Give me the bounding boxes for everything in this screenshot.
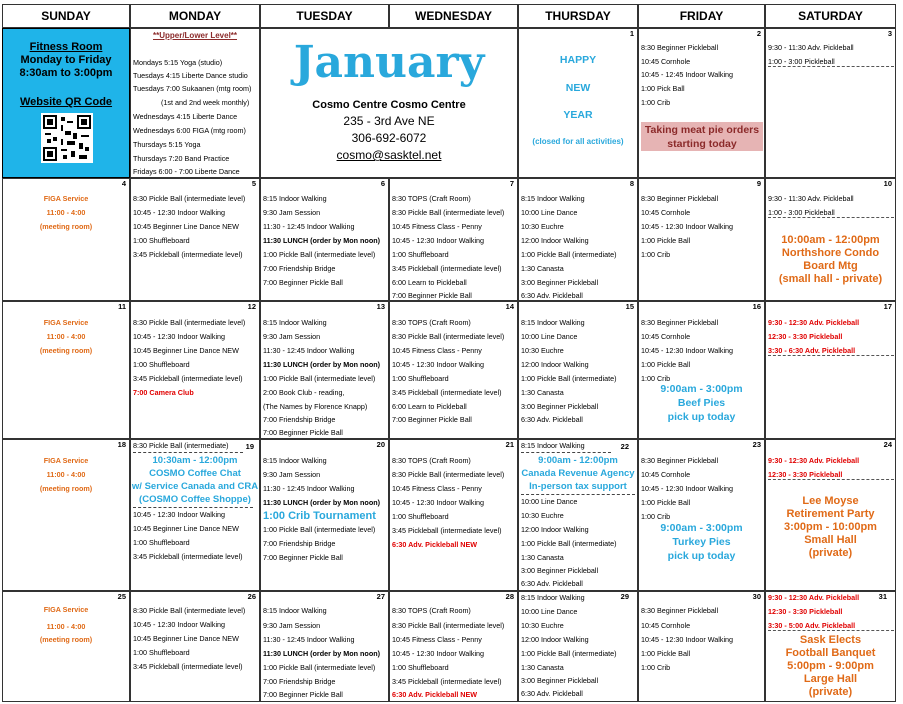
- event-item: 12:00 Indoor Walking: [521, 236, 589, 245]
- event-item: 9:30 - 12:30 Adv. Pickleball: [768, 318, 860, 327]
- event-item: 10:45 - 12:30 Indoor Walking: [392, 649, 485, 658]
- event-item: 3:45 Pickleball (intermediate level): [392, 264, 502, 273]
- event-item: 1:00 Pickle Ball (intermediate level): [263, 250, 376, 259]
- event-item: 1:00 Pickle Ball (intermediate): [521, 649, 617, 658]
- event-item: 10:00 Line Dance: [521, 332, 578, 341]
- event-item: 8:30 Pickle Ball (intermediate level): [392, 470, 505, 479]
- event-item: 10:45 Cornhole: [641, 208, 691, 217]
- figa-time: 11:00 - 4:00: [46, 332, 86, 341]
- fitness-hours: 8:30am to 3:00pm: [19, 67, 113, 79]
- day-cell-jan-28: [389, 591, 518, 702]
- event-item: 10:30 Euchre: [521, 346, 564, 355]
- event-item: 1:30 Canasta: [521, 663, 564, 672]
- fitness-room-cell: [2, 28, 130, 178]
- day-cell-jan-29: [518, 591, 638, 702]
- event-item: 10:45 Beginner Line Dance NEW: [133, 222, 239, 231]
- event-item: 7:00 Beginner Pickle Ball: [263, 690, 343, 699]
- day-number: 28: [505, 592, 514, 601]
- event-item: 8:30 TOPS (Craft Room): [392, 456, 471, 465]
- event-item: 8:15 Indoor Walking: [521, 318, 585, 327]
- day-number: 27: [376, 592, 385, 601]
- day-cell-jan-12: [130, 301, 260, 439]
- meat-pie-notice: Taking meat pie orders starting today: [641, 122, 763, 151]
- figa-time: 11:00 - 4:00: [46, 208, 86, 217]
- day-number: 3: [887, 29, 892, 38]
- day-number: 19: [245, 442, 254, 451]
- coffee-chat-line: (COSMO Coffee Shoppe): [139, 494, 251, 505]
- event-item: 3:45 Pickleball (intermediate level): [133, 552, 243, 561]
- day-cell-jan-31: [765, 591, 896, 702]
- email-link[interactable]: cosmo@sasktel.net: [336, 148, 442, 162]
- day-number: 7: [509, 179, 514, 188]
- divider: [521, 452, 611, 453]
- event-item: 2:00 Book Club - reading,: [263, 388, 345, 397]
- day-cell-jan-14: [389, 301, 518, 439]
- event-item: 9:30 - 11:30 Adv. Pickleball: [768, 43, 854, 52]
- month-title: January: [293, 37, 485, 88]
- header-saturday: SATURDAY: [765, 4, 896, 28]
- day-number: 29: [620, 592, 629, 601]
- day-cell-jan-22: [518, 439, 638, 591]
- day-cell-jan-17: [765, 301, 896, 439]
- special-event-line: (private): [808, 686, 853, 698]
- event-item: 8:30 Pickle Ball (intermediate level): [392, 621, 505, 630]
- event-item: 9:30 Jam Session: [263, 621, 321, 630]
- event-item: 10:30 Euchre: [521, 222, 564, 231]
- event-item: 7:00 Beginner Pickle Ball: [263, 428, 343, 437]
- day-number: 9: [756, 179, 761, 188]
- event-item: 3:45 Pickleball (intermediate level): [392, 677, 502, 686]
- event-item: 1:00 Crib: [641, 250, 671, 259]
- event-item: 7:00 Beginner Pickle Ball: [263, 278, 343, 287]
- event-item: 3:00 Beginner Pickleball: [521, 402, 599, 411]
- event-item: 6:00 Learn to Pickleball: [392, 402, 467, 411]
- event-item: 7:00 Friendship Bridge: [263, 264, 336, 273]
- event-item: 1:00 - 3:00 Pickleball: [768, 58, 894, 67]
- address: 235 - 3rd Ave NE: [343, 114, 435, 128]
- day-number: 25: [117, 592, 126, 601]
- event-item: 1:00 Crib: [641, 663, 671, 672]
- event-item: 11:30 - 12:45 Indoor Walking: [263, 484, 355, 493]
- upper-lower-cell: [130, 28, 260, 178]
- event-item: 1:00 Pickle Ball (intermediate): [521, 374, 617, 383]
- event-item: 3:45 Pickleball (intermediate level): [133, 250, 243, 259]
- special-event-line: Large Hall: [803, 673, 858, 685]
- day-cell-jan-6: [260, 178, 389, 301]
- coffee-chat-line: 10:30am - 12:00pm: [152, 455, 238, 466]
- divider: [521, 494, 635, 495]
- event-item: 8:15 Indoor Walking: [263, 456, 327, 465]
- event-item: 11:30 LUNCH (order by Mon noon): [263, 236, 380, 245]
- day-number: 22: [620, 442, 629, 451]
- day-number: 2: [756, 29, 761, 38]
- event-item: 1:00 Pickle Ball (intermediate level): [263, 525, 376, 534]
- figa-title: FIGA Service: [43, 605, 89, 614]
- event-item: 9:30 Jam Session: [263, 208, 321, 217]
- event-item: 9:30 Jam Session: [263, 332, 321, 341]
- event-item: 8:30 Pickle Ball (intermediate level): [133, 318, 246, 327]
- event-item: 9:30 - 12:30 Adv. Pickleball: [768, 456, 860, 465]
- coffee-chat-line: COSMO Coffee Chat: [149, 468, 241, 479]
- day-cell-jan-24: [765, 439, 896, 591]
- day-number: 17: [883, 302, 892, 311]
- event-item: 1:00 Pickle Ball (intermediate level): [263, 374, 376, 383]
- day-number: 13: [376, 302, 385, 311]
- day-cell-jan-11: [2, 301, 130, 439]
- day-number: 8: [629, 179, 634, 188]
- event-item: 1:00 Pickle Ball (intermediate): [521, 250, 617, 259]
- special-event-line: (small hall - private): [778, 273, 883, 285]
- event-item: 1:00 Pick Ball: [641, 84, 685, 93]
- event-item: 10:30 Euchre: [521, 621, 564, 630]
- special-event-line: 5:00pm - 9:00pm: [787, 660, 874, 672]
- event-item: 8:15 Indoor Walking: [521, 194, 585, 203]
- day-cell-jan-20: [260, 439, 389, 591]
- event-item: 1:00 Pickle Ball: [641, 498, 691, 507]
- qr-code-icon[interactable]: [41, 113, 93, 163]
- fitness-days: Monday to Friday: [20, 54, 112, 66]
- phone: 306-692-6072: [351, 131, 427, 145]
- event-item: 10:45 - 12:30 Indoor Walking: [392, 498, 485, 507]
- event-item: 12:00 Indoor Walking: [521, 525, 589, 534]
- day-cell-jan-23: [638, 439, 765, 591]
- figa-title: FIGA Service: [43, 318, 89, 327]
- figa-time: 11:00 - 4:00: [46, 470, 86, 479]
- event-item: 11:30 LUNCH (order by Mon noon): [263, 649, 380, 658]
- header-thursday: THURSDAY: [518, 4, 638, 28]
- day-cell-jan-1: [518, 28, 638, 178]
- header-wednesday: WEDNESDAY: [389, 4, 518, 28]
- qr-label: Website QR Code: [19, 96, 113, 108]
- event-item: 11:30 - 12:45 Indoor Walking: [263, 635, 355, 644]
- event-item: 11:30 LUNCH (order by Mon noon): [263, 498, 380, 507]
- event-item: 8:15 Indoor Walking: [521, 441, 585, 450]
- cra-line: Canada Revenue Agency: [521, 468, 635, 479]
- day-number: 18: [117, 440, 126, 449]
- event-item: 1:00 Shuffleboard: [392, 512, 449, 521]
- figa-title: FIGA Service: [43, 194, 89, 203]
- event-item: 8:30 Pickle Ball (intermediate level): [392, 332, 505, 341]
- event-item: 1:00 Pickle Ball: [641, 236, 691, 245]
- cra-line: In-person tax support: [529, 481, 627, 492]
- event-item: 1:00 Shuffleboard: [392, 374, 449, 383]
- event-item: 1:30 Canasta: [521, 264, 564, 273]
- month-title-cell: [260, 28, 518, 178]
- event-item: 1:30 Canasta: [521, 388, 564, 397]
- upper-lower-line: (1st and 2nd week monthly): [161, 98, 250, 107]
- event-item: 10:45 Beginner Line Dance NEW: [133, 634, 239, 643]
- event-item: 1:00 Shuffleboard: [133, 648, 190, 657]
- upper-lower-line: Wednesdays 6:00 FIGA (mtg room): [133, 126, 246, 135]
- event-item: 12:30 - 3:30 Pickleball: [768, 471, 894, 480]
- event-item: 3:30 - 6:30 Adv. Pickleball: [768, 347, 894, 356]
- day-cell-jan-19: [130, 439, 260, 591]
- event-item: 6:30 Adv. Pickleball: [521, 291, 583, 300]
- event-item: 10:00 Line Dance: [521, 208, 578, 217]
- new-year-line: YEAR: [563, 109, 593, 121]
- event-item: 9:30 - 12:30 Adv. Pickleball: [768, 593, 860, 602]
- day-number: 16: [752, 302, 761, 311]
- day-cell-jan-18: [2, 439, 130, 591]
- day-number: 21: [505, 440, 514, 449]
- special-event-line: 10:00am - 12:00pm: [781, 234, 880, 246]
- special-event-line: Football Banquet: [785, 647, 876, 659]
- event-item: 10:45 - 12:30 Indoor Walking: [641, 635, 734, 644]
- day-number: 6: [380, 179, 385, 188]
- event-item: 8:15 Indoor Walking: [263, 318, 327, 327]
- event-item: 8:30 Beginner Pickleball: [641, 606, 719, 615]
- event-item: 1:00 Shuffleboard: [133, 360, 190, 369]
- upper-lower-line: Wednesdays 4:15 Liberte Dance: [133, 112, 238, 121]
- event-item: 6:30 Adv. Pickleball NEW: [392, 690, 478, 699]
- upper-lower-line: Tuesdays 7:00 Sukaanen (mtg room): [133, 84, 252, 93]
- fitness-title: Fitness Room: [29, 41, 103, 53]
- event-item: 10:30 Euchre: [521, 511, 564, 520]
- event-item: 10:45 Fitness Class - Penny: [392, 222, 482, 231]
- day-number: 30: [752, 592, 761, 601]
- event-item: 10:45 Fitness Class - Penny: [392, 346, 482, 355]
- event-item: 9:30 - 11:30 Adv. Pickleball: [768, 194, 854, 203]
- event-item: 8:15 Indoor Walking: [263, 606, 327, 615]
- event-item: 8:30 Beginner Pickleball: [641, 194, 719, 203]
- divider: [133, 452, 243, 453]
- event-item: 10:45 Beginner Line Dance NEW: [133, 524, 239, 533]
- crib-tournament: 1:00 Crib Tournament: [263, 510, 376, 522]
- event-item: 10:45 Cornhole: [641, 470, 691, 479]
- event-item: 6:30 Adv. Pickleball NEW: [392, 540, 478, 549]
- event-item: 8:30 TOPS (Craft Room): [392, 194, 471, 203]
- event-item: 1:00 Pickle Ball (intermediate): [521, 539, 617, 548]
- event-item: 8:15 Indoor Walking: [263, 194, 327, 203]
- day-number: 10: [883, 179, 892, 188]
- event-item: 10:00 Line Dance: [521, 607, 578, 616]
- event-item: (The Names by Florence Knapp): [263, 402, 368, 411]
- event-item: 7:00 Friendship Bridge: [263, 677, 336, 686]
- event-item: 8:30 Beginner Pickleball: [641, 456, 719, 465]
- event-item: 8:30 Pickle Ball (intermediate): [133, 441, 229, 450]
- figa-room: (meeting room): [39, 222, 93, 231]
- day-cell-jan-16: [638, 301, 765, 439]
- event-item: 8:15 Indoor Walking: [521, 593, 585, 602]
- day-number: 31: [878, 592, 887, 601]
- new-year-line: NEW: [565, 82, 591, 94]
- event-item: 7:00 Friendship Bridge: [263, 539, 336, 548]
- day-cell-jan-30: [638, 591, 765, 702]
- upper-lower-line: Thursdays 7:20 Band Practice: [133, 154, 230, 163]
- day-cell-jan-2: [638, 28, 765, 178]
- upper-lower-line: Fridays 6:00 - 7:00 Liberte Dance: [133, 167, 240, 176]
- event-item: 8:30 Beginner Pickleball: [641, 318, 719, 327]
- day-cell-jan-10: [765, 178, 896, 301]
- event-item: 3:45 Pickleball (intermediate level): [133, 662, 243, 671]
- event-item: 1:00 Shuffleboard: [392, 250, 449, 259]
- day-number: 12: [247, 302, 256, 311]
- figa-room: (meeting room): [39, 346, 93, 355]
- event-item: 1:00 Shuffleboard: [133, 236, 190, 245]
- event-item: 7:00 Beginner Pickle Ball: [263, 553, 343, 562]
- event-item: 10:45 - 12:30 Indoor Walking: [392, 236, 485, 245]
- special-event-line: (private): [808, 547, 853, 559]
- event-item: 1:00 Pickle Ball: [641, 360, 691, 369]
- special-event-line: Small Hall: [804, 534, 857, 546]
- upper-lower-line: Mondays 5:15 Yoga (studio): [133, 58, 223, 67]
- event-item: 10:45 Fitness Class - Penny: [392, 635, 482, 644]
- org-name: Cosmo Centre Cosmo Centre: [312, 99, 466, 111]
- day-number: 5: [251, 179, 256, 188]
- day-number: 11: [118, 302, 126, 311]
- event-item: 10:45 - 12:30 Indoor Walking: [133, 208, 226, 217]
- day-cell-jan-5: [130, 178, 260, 301]
- day-cell-jan-27: [260, 591, 389, 702]
- upper-lower-line: Thursdays 5:15 Yoga: [133, 140, 201, 149]
- event-item: 10:45 Fitness Class - Penny: [392, 484, 482, 493]
- day-number: 4: [121, 179, 126, 188]
- header-tuesday: TUESDAY: [260, 4, 389, 28]
- day-cell-jan-25: [2, 591, 130, 702]
- pie-pickup-line: Turkey Pies: [672, 536, 731, 548]
- figa-time: 11:00 - 4:00: [46, 622, 86, 631]
- day-cell-jan-9: [638, 178, 765, 301]
- pie-pickup-line: 9:00am - 3:00pm: [660, 522, 743, 534]
- event-item: 11:30 - 12:45 Indoor Walking: [263, 222, 355, 231]
- event-item: 10:00 Line Dance: [521, 497, 578, 506]
- event-item: 6:30 Adv. Pickleball: [521, 689, 583, 698]
- event-item: 10:45 - 12:45 Indoor Walking: [641, 70, 734, 79]
- day-cell-jan-15: [518, 301, 638, 439]
- day-cell-jan-7: [389, 178, 518, 301]
- event-item: 3:00 Beginner Pickleball: [521, 566, 599, 575]
- event-item: 12:00 Indoor Walking: [521, 635, 589, 644]
- event-item: 10:45 - 12:30 Indoor Walking: [641, 484, 734, 493]
- special-event-line: Lee Moyse: [802, 495, 859, 507]
- pie-pickup-line: pick up today: [667, 411, 736, 423]
- event-item: 10:45 Cornhole: [641, 57, 691, 66]
- figa-room: (meeting room): [39, 484, 93, 493]
- divider: [133, 507, 253, 508]
- event-item: 7:00 Friendship Bridge: [263, 415, 336, 424]
- event-item: 12:00 Indoor Walking: [521, 360, 589, 369]
- special-event-line: Northshore Condo: [781, 247, 880, 259]
- new-year-line: HAPPY: [559, 54, 597, 66]
- event-item: 8:30 TOPS (Craft Room): [392, 606, 471, 615]
- coffee-chat-line: w/ Service Canada and CRA: [131, 481, 259, 492]
- header-monday: MONDAY: [130, 4, 260, 28]
- event-item: 7:00 Beginner Pickle Ball: [392, 415, 472, 424]
- figa-title: FIGA Service: [43, 456, 89, 465]
- event-item: 7:00 Camera Club: [133, 388, 194, 397]
- upper-lower-line: Tuesdays 4:15 Liberte Dance studio: [133, 71, 248, 80]
- event-item: 6:30 Adv. Pickleball: [521, 579, 583, 588]
- event-item: 3:45 Pickleball (intermediate level): [392, 388, 502, 397]
- event-item: 3:45 Pickleball (intermediate level): [392, 526, 502, 535]
- event-item: 9:30 Jam Session: [263, 470, 321, 479]
- event-item: 10:45 Cornhole: [641, 621, 691, 630]
- day-cell-jan-4: [2, 178, 130, 301]
- event-item: 10:45 - 12:30 Indoor Walking: [392, 360, 485, 369]
- cra-line: 9:00am - 12:00pm: [538, 455, 618, 466]
- event-item: 10:45 - 12:30 Indoor Walking: [133, 620, 226, 629]
- event-item: 10:45 - 12:30 Indoor Walking: [133, 510, 226, 519]
- event-item: 11:30 LUNCH (order by Mon noon): [263, 360, 380, 369]
- event-item: 8:30 Pickle Ball (intermediate level): [133, 194, 246, 203]
- event-item: 3:30 - 5:00 Adv. Pickleball: [768, 622, 894, 631]
- event-item: 8:30 Pickle Ball (intermediate level): [133, 606, 246, 615]
- event-item: 8:30 TOPS (Craft Room): [392, 318, 471, 327]
- day-number: 1: [629, 29, 634, 38]
- special-event-line: Sask Elects: [799, 634, 862, 646]
- event-item: 1:00 Crib: [641, 98, 671, 107]
- event-item: 1:00 Crib: [641, 374, 671, 383]
- event-item: 1:00 Pickle Ball (intermediate level): [263, 663, 376, 672]
- day-number: 15: [625, 302, 634, 311]
- event-item: 6:30 Adv. Pickleball: [521, 415, 583, 424]
- day-cell-jan-3: [765, 28, 896, 178]
- event-item: 12:30 - 3:30 Pickleball: [768, 332, 843, 341]
- special-event-line: Board Mtg: [803, 260, 858, 272]
- event-item: 1:00 Shuffleboard: [133, 538, 190, 547]
- pie-pickup-line: pick up today: [667, 550, 736, 562]
- event-item: 10:45 - 12:30 Indoor Walking: [641, 222, 734, 231]
- event-item: 6:00 Learn to Pickleball: [392, 278, 467, 287]
- day-number: 23: [752, 440, 761, 449]
- event-item: 10:45 Cornhole: [641, 332, 691, 341]
- event-item: 3:00 Beginner Pickleball: [521, 676, 599, 685]
- day-cell-jan-26: [130, 591, 260, 702]
- event-item: 3:45 Pickleball (intermediate level): [133, 374, 243, 383]
- upper-lower-title: **Upper/Lower Level**: [152, 31, 238, 40]
- event-item: 12:30 - 3:30 Pickleball: [768, 607, 843, 616]
- day-number: 20: [376, 440, 385, 449]
- event-item: 1:30 Canasta: [521, 553, 564, 562]
- event-item: 8:30 Beginner Pickleball: [641, 43, 719, 52]
- event-item: 10:45 - 12:30 Indoor Walking: [641, 346, 734, 355]
- day-cell-jan-13: [260, 301, 389, 439]
- day-number: 24: [883, 440, 892, 449]
- day-cell-jan-21: [389, 439, 518, 591]
- event-item: 1:00 Pickle Ball: [641, 649, 691, 658]
- event-item: 1:00 - 3:00 Pickleball: [768, 209, 894, 218]
- header-sunday: SUNDAY: [2, 4, 130, 28]
- closed-note: (closed for all activities): [532, 137, 624, 146]
- pie-pickup-line: 9:00am - 3:00pm: [660, 383, 743, 395]
- event-item: 1:00 Crib: [641, 512, 671, 521]
- day-number: 26: [247, 592, 256, 601]
- day-number: 14: [505, 302, 514, 311]
- event-item: 8:30 Pickle Ball (intermediate level): [392, 208, 505, 217]
- day-cell-jan-8: [518, 178, 638, 301]
- event-item: 3:00 Beginner Pickleball: [521, 278, 599, 287]
- event-item: 11:30 - 12:45 Indoor Walking: [263, 346, 355, 355]
- special-event-line: 3:00pm - 10:00pm: [784, 521, 877, 533]
- header-friday: FRIDAY: [638, 4, 765, 28]
- event-item: 1:00 Shuffleboard: [392, 663, 449, 672]
- special-event-line: Retirement Party: [786, 508, 875, 520]
- event-item: 10:45 - 12:30 Indoor Walking: [133, 332, 226, 341]
- pie-pickup-line: Beef Pies: [677, 397, 726, 409]
- event-item: 7:00 Beginner Pickle Ball: [392, 291, 472, 300]
- event-item: 10:45 Beginner Line Dance NEW: [133, 346, 239, 355]
- figa-room: (meeting room): [39, 635, 93, 644]
